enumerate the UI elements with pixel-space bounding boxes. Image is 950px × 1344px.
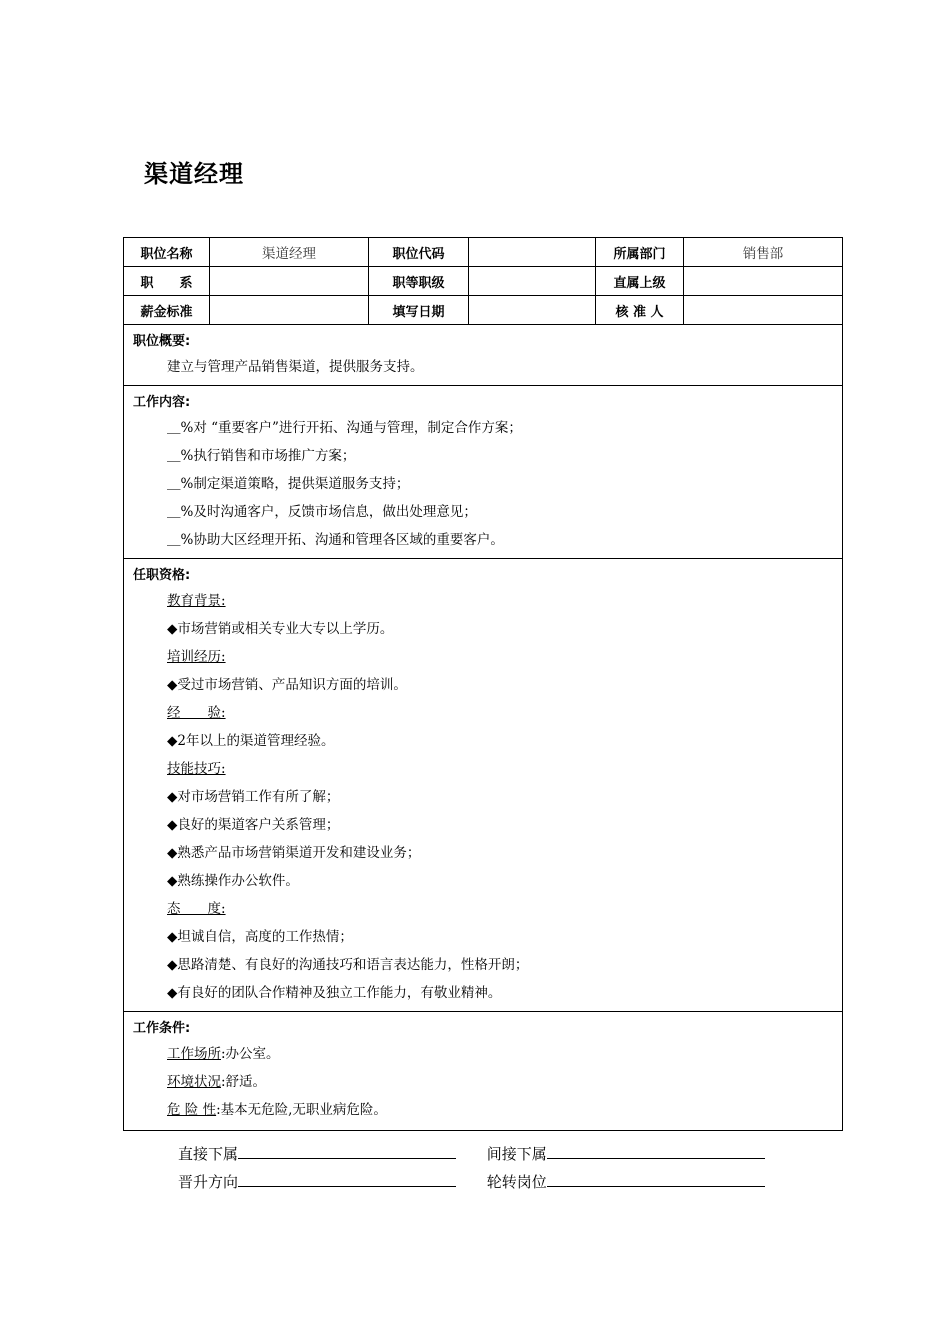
qualifications-title: 任职资格:: [133, 568, 191, 583]
skill-item: ◆对市场营销工作有所了解；: [167, 789, 340, 805]
job-family-value: [210, 267, 369, 296]
attitude-item: ◆思路清楚、有良好的沟通技巧和语言表达能力，性格开朗；: [167, 957, 529, 973]
qualifications-section: [124, 559, 843, 1012]
attitude-label: 态 度:: [167, 901, 226, 917]
fill-date-value: [469, 296, 596, 325]
position-code-value: [469, 238, 596, 267]
work-environment: 环境状况:舒适。: [167, 1074, 267, 1090]
fill-date-label: 填写日期: [369, 296, 469, 325]
skill-item: ◆熟悉产品市场营销渠道开发和建设业务；: [167, 845, 421, 861]
work-place: 工作场所:办公室。: [167, 1046, 280, 1062]
attitude-item: ◆有良好的团队合作精神及独立工作能力，有敬业精神。: [167, 985, 502, 1001]
header-row-2: [124, 267, 843, 296]
approver-label: 核 准 人: [596, 296, 684, 325]
promotion-path: 晋升方向: [178, 1171, 456, 1192]
footer-row-1: [178, 1143, 791, 1164]
experience-item: ◆2年以上的渠道管理经验。: [167, 733, 335, 749]
skill-item: ◆良好的渠道客户关系管理；: [167, 817, 340, 833]
skill-item: ◆熟练操作办公软件。: [167, 873, 299, 889]
indirect-subordinate: 间接下属: [487, 1143, 765, 1164]
conditions-section: [124, 1012, 843, 1131]
job-description-table: [123, 237, 843, 1131]
approver-value: [684, 296, 843, 325]
header-row-1: [124, 238, 843, 267]
rotation-position: 轮转岗位: [487, 1171, 765, 1192]
education-label: 教育背景:: [167, 593, 226, 609]
position-name-label: 职位名称: [124, 238, 210, 267]
footer-row-2: [178, 1171, 791, 1192]
supervisor-value: [684, 267, 843, 296]
supervisor-label: 直属上级: [596, 267, 684, 296]
department-value: 销售部: [684, 238, 843, 267]
education-item: ◆市场营销或相关专业大专以上学历。: [167, 621, 394, 637]
indirect-subordinate-blank: [547, 1144, 765, 1159]
duty-item: ＿%对 “重要客户”进行开拓、沟通与管理，制定合作方案；: [167, 420, 522, 436]
duty-item: ＿%协助大区经理开拓、沟通和管理各区域的重要客户。: [167, 532, 504, 548]
duty-item: ＿%制定渠道策略，提供渠道服务支持；: [167, 476, 410, 492]
promotion-path-blank: [238, 1172, 456, 1187]
training-label: 培训经历:: [167, 649, 226, 665]
job-grade-label: 职等职级: [369, 267, 469, 296]
duties-title: 工作内容:: [133, 395, 191, 410]
department-label: 所属部门: [596, 238, 684, 267]
training-item: ◆受过市场营销、产品知识方面的培训。: [167, 677, 407, 693]
summary-section: [124, 325, 843, 386]
attitude-item: ◆坦诚自信，高度的工作热情；: [167, 929, 353, 945]
duties-section: [124, 386, 843, 559]
salary-value: [210, 296, 369, 325]
job-family-label: 职 系: [124, 267, 210, 296]
page-title: 渠道经理: [144, 160, 244, 188]
duty-item: ＿%及时沟通客户，反馈市场信息，做出处理意见；: [167, 504, 477, 520]
position-name-value: 渠道经理: [210, 238, 369, 267]
work-risk: 危 险 性:基本无危险,无职业病危险。: [167, 1102, 387, 1118]
direct-subordinate: 直接下属: [178, 1143, 456, 1164]
salary-label: 薪金标准: [124, 296, 210, 325]
duty-item: ＿%执行销售和市场推广方案；: [167, 448, 356, 464]
conditions-title: 工作条件:: [133, 1021, 191, 1036]
direct-subordinate-blank: [238, 1144, 456, 1159]
rotation-position-blank: [547, 1172, 765, 1187]
summary-title: 职位概要:: [133, 334, 191, 349]
experience-label: 经 验:: [167, 705, 226, 721]
job-grade-value: [469, 267, 596, 296]
summary-text: 建立与管理产品销售渠道，提供服务支持。: [167, 359, 424, 375]
header-row-3: [124, 296, 843, 325]
position-code-label: 职位代码: [369, 238, 469, 267]
skills-label: 技能技巧:: [167, 761, 226, 777]
